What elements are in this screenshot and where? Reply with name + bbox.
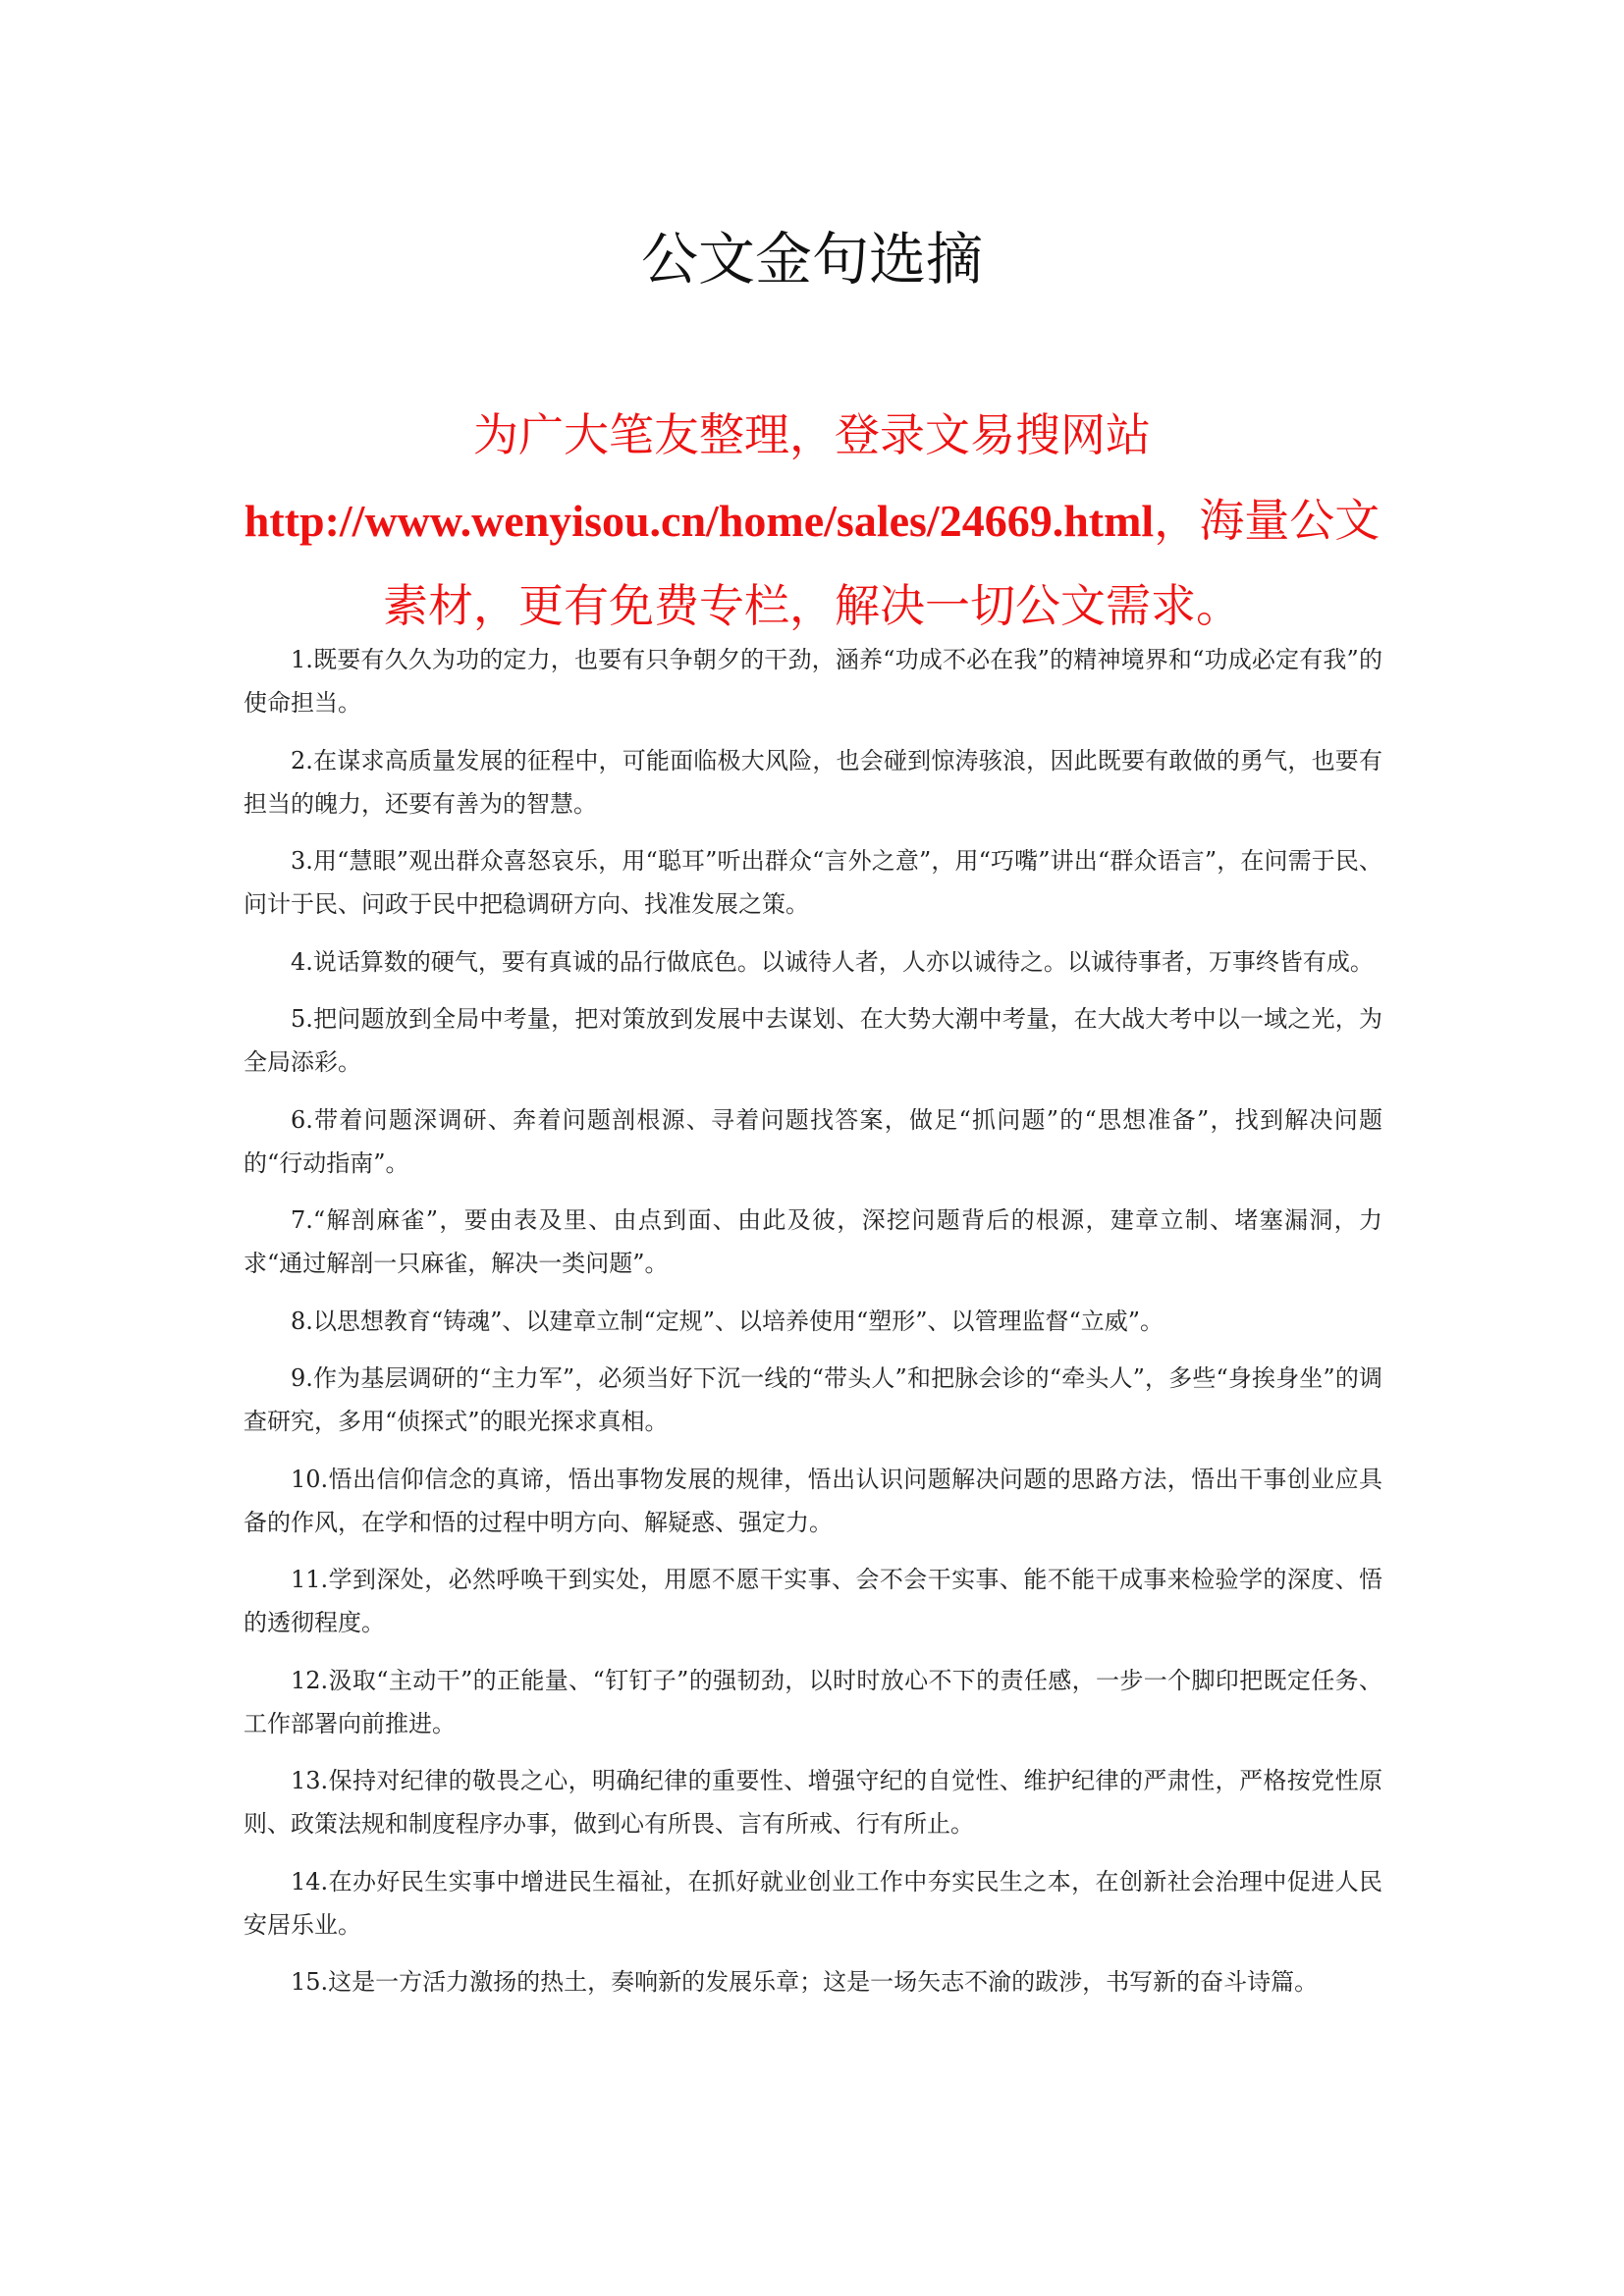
quote-list	[244, 638, 1382, 2018]
quote-item: 8.以思想教育“铸魂”、以建章立制“定规”、以培养使用“塑形”、以管理监督“立威”。	[291, 1307, 1164, 1335]
quote-item: 6.带着问题深调研、奔着问题剖根源、寻着问题找答案，做足“抓问题”的“思想准备”，找到解决问题的“行动指南”。	[244, 1105, 1382, 1177]
page-title: 公文金句选摘	[640, 226, 983, 293]
quote-item: 10.悟出信仰信念的真谛，悟出事物发展的规律，悟出认识问题解决问题的思路方法，悟出干事创业应具备的作风，在学和悟的过程中明方向、解疑惑、强定力。	[244, 1465, 1382, 1536]
quote-item: 11.学到深处，必然呼唤干到实处，用愿不愿干实事、会不会干实事、能不能干成事来检验学的深度、悟的透彻程度。	[244, 1566, 1382, 1636]
quote-item: 3.用“慧眼”观出群众喜怒哀乐，用“聪耳”听出群众“言外之意”，用“巧嘴”讲出“群众语言”，在问需于民、问计于民、问政于民中把稳调研方向、找准发展之策。	[244, 847, 1382, 918]
quote-item: 4.说话算数的硬气，要有真诚的品行做底色。以诚待人者，人亦以诚待之。以诚待事者，万事终皆有成。	[291, 947, 1374, 976]
promo-text-after: ，海量公文素材，更有免费专栏，解决一切公文需求。	[383, 494, 1380, 632]
quote-item: 13.保持对纪律的敬畏之心，明确纪律的重要性、增强守纪的自觉性、维护纪律的严肃性，严格按党性原则、政策法规和制度程序办事，做到心有所畏、言有所戒、行有所止。	[244, 1767, 1382, 1838]
quote-item: 14.在办好民生实事中增进民生福祉，在抓好就业创业工作中夯实民生之本，在创新社会治理中促进人民安居乐业。	[244, 1867, 1382, 1939]
quote-item: 9.作为基层调研的“主力军”，必须当好下沉一线的“带头人”和把脉会诊的“牵头人”，多些“身挨身坐”的调查研究，多用“侦探式”的眼光探求真相。	[244, 1364, 1382, 1435]
promo-notice	[244, 393, 1380, 649]
quote-item: 12.汲取“主动干”的正能量、“钉钉子”的强韧劲，以时时放心不下的责任感，一步一个脚印把既定任务、工作部署向前推进。	[244, 1666, 1382, 1737]
quote-item: 2.在谋求高质量发展的征程中，可能面临极大风险，也会碰到惊涛骇浪，因此既要有敢做的勇气，也要有担当的魄力，还要有善为的智慧。	[244, 746, 1382, 818]
promo-url-link[interactable]: http://www.wenyisou.cn/home/sales/24669.html	[244, 496, 1155, 546]
quote-item: 1.既要有久久为功的定力，也要有只争朝夕的干劲，涵养“功成不必在我”的精神境界和“功成必定有我”的使命担当。	[244, 646, 1382, 717]
quote-item: 5.把问题放到全局中考量，把对策放到发展中去谋划、在大势大潮中考量，在大战大考中以一域之光，为全局添彩。	[244, 1005, 1382, 1076]
quote-item: 7.“解剖麻雀”，要由表及里、由点到面、由此及彼，深挖问题背后的根源，建章立制、堵塞漏洞，力求“通过解剖一只麻雀，解决一类问题”。	[244, 1206, 1382, 1277]
promo-text-before: 为广大笔友整理，登录文易搜网站	[473, 408, 1151, 461]
quote-item: 15.这是一方活力激扬的热土，奏响新的发展乐章；这是一场矢志不渝的跋涉，书写新的奋斗诗篇。	[291, 1968, 1319, 1996]
